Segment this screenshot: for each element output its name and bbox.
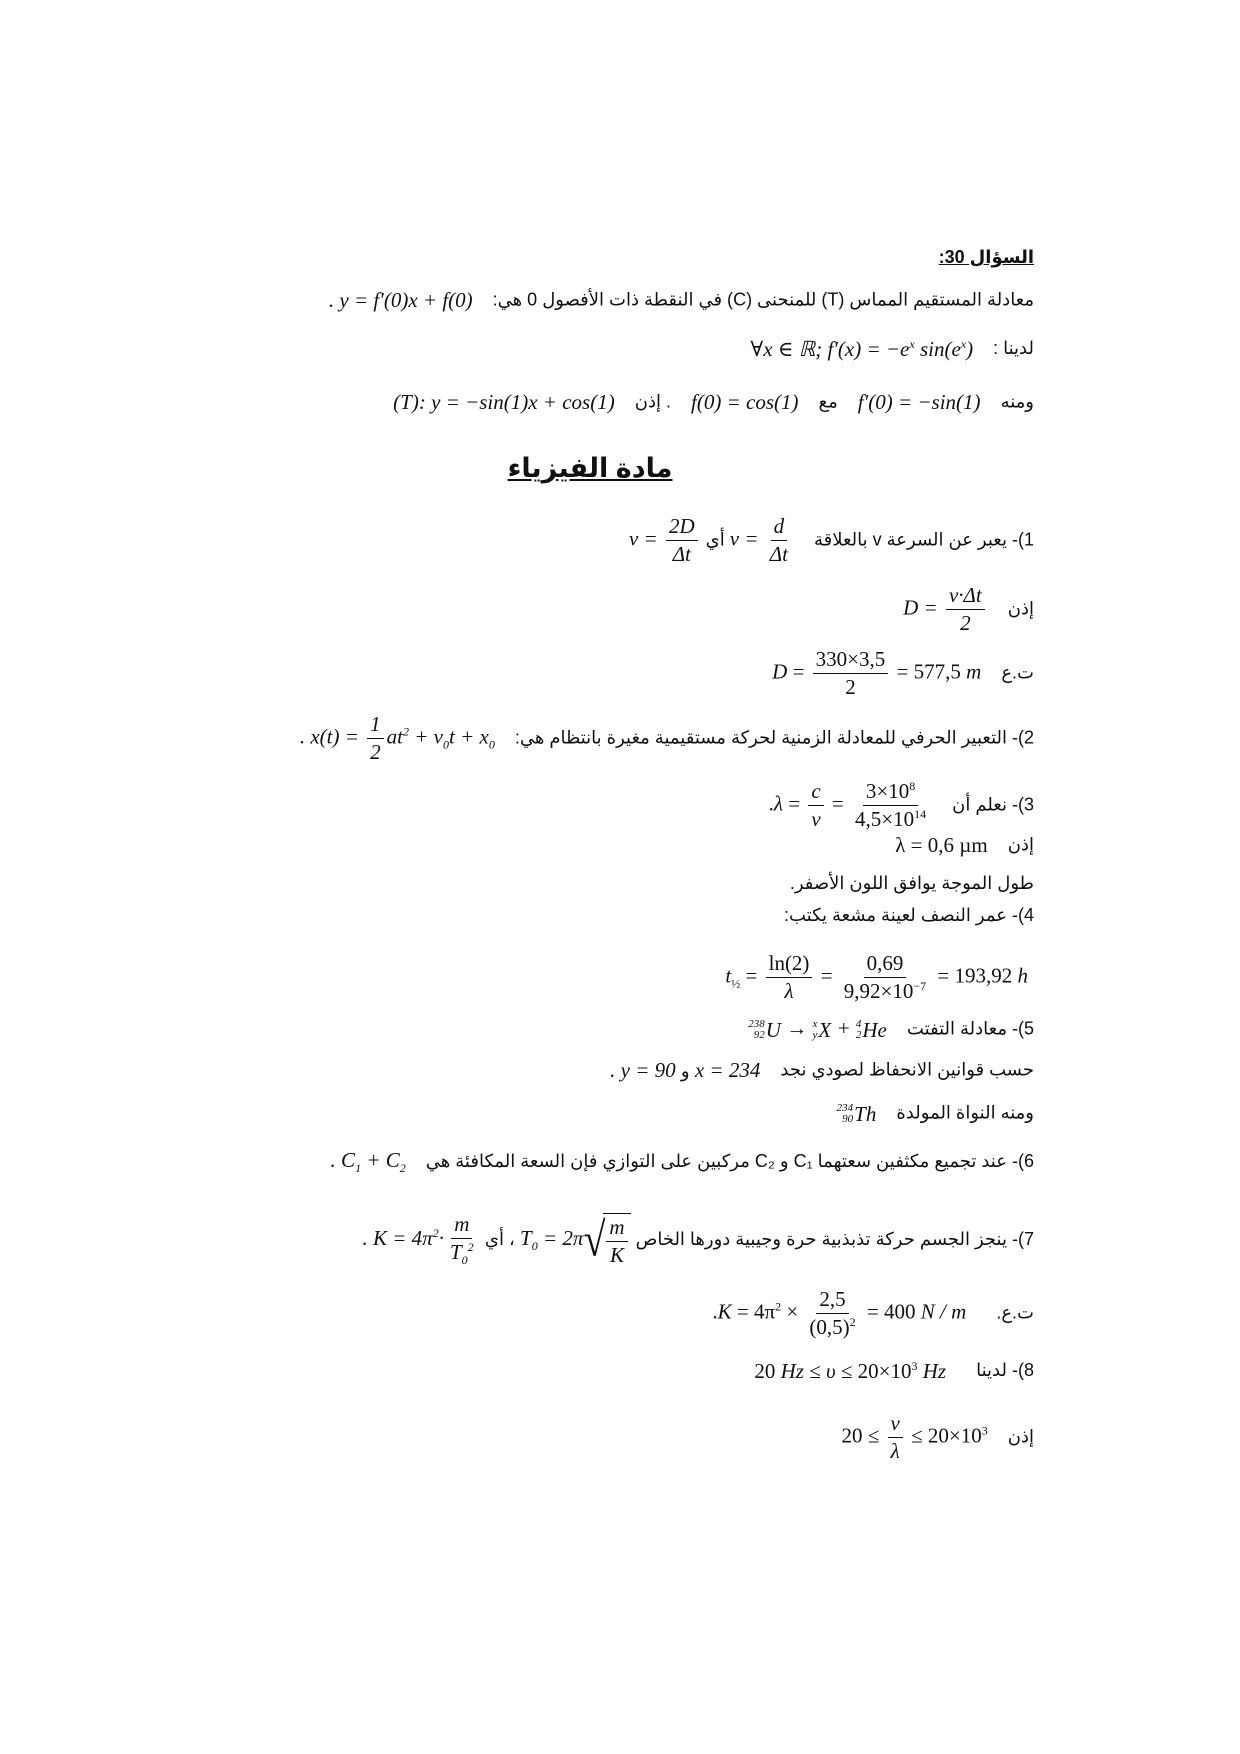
physics-q2: 2)- التعبير الحرفي للمعادلة الزمنية لحركة مستقيمية مغيرة بانتظام هي: . x(t) = $\frac{1}{2}$ $at^2 + v_0t + x_0$ [299,712,1034,765]
physics-q5: 5)- معادلة التفتت 238 92 U → x y X + 4 2 He [748,1016,1034,1042]
velocity-formula-2d: v = $\frac{2D}{\Delta t}$ [629,515,701,566]
derivative-formula: ∀x ∈ ℝ; $f'(x) = -e^x$ $\sin(e^x)$ [750,337,974,361]
period-formula: . $K = 4\pi^2\cdot$ $\frac{m}{T_0^2}$ أي ، $T_0 = 2\pi$ √ $\frac{m}{K}$ [363,1213,631,1267]
section-title: مادة الفيزياء [507,453,673,483]
physics-q7-application: ت.ع. $.K = 4\pi^2$ × $\frac{2,5}{(0,5)^2}$ = 400 N / m [712,1287,1034,1340]
conservation-values: . y = 90 و x = 234 [610,1058,761,1082]
physics-q5-product: ومنه النواة المولدة 234 90 Th [836,1101,1034,1126]
physics-q3-note: طول الموجة يوافق اللون الأصفر. [789,873,1034,893]
physics-q7: 7)- ينجز الجسم حركة تذبذبية حرة وجيبية دورها الخاص . $K = 4\pi^2\cdot$ $\frac{m}{T_0^2}$ أي ، $T_0 = 2\pi$ √ $\frac{m}{K}$ [362,1212,1034,1268]
wavelength-result: λ = 0,6 µm [895,833,988,857]
frequency-range: 20 $Hz \le \upsilon \le 20\times 10^3$ Hz [754,1359,947,1383]
tangent-result-line: ومنه f′(0) = −sin(1) مع f(0) = cos(1) . إذن (T): y = −sin(1)x + cos(1) [393,390,1034,414]
physics-q4-formula-line [725,952,1028,1003]
tangent-equation-line: معادلة المستقيم المماس (T) للمنحنى (C) في النقطة ذات الأفصول 0 هي: . y = f′(0)x + f(0) [328,288,1034,312]
stiffness-numeric: $.K = 4\pi^2$ × $\frac{2,5}{(0,5)^2}$ = 400 N / m [712,1287,967,1340]
physics-q1-distance: إذن D = $\frac{v\cdot\Delta t}{2}$ [903,583,1034,636]
physics-q5-laws: حسب قوانين الانحفاظ لصودي نجد . y = 90 و x = 234 [610,1058,1034,1082]
physics-q1: 1)- يعبر عن السرعة v بالعلاقة v = $\frac{d}{\Delta t}$ أي v = $\frac{2D}{\Delta t}$ [628,514,1034,567]
tangent-formula: . y = f′(0)x + f(0) [328,288,473,312]
physics-q3: 3)- نعلم أن .λ = $\frac{c}{v}$ = $\frac{3\times 10^8}{4,5\times 10^{14}}$ [768,779,1034,832]
physics-q8: 8)- لدينا 20 $Hz \le \upsilon \le 20\times 10^3$ Hz [754,1359,1034,1383]
question-title: السؤال 30: [938,247,1034,267]
physics-q3-result: إذن λ = 0,6 µm [895,833,1034,857]
half-life-formula: $t_{\frac{1}{2}}$ = $\frac{\ln(2)}{\lambda}$ = $\frac{0,69}{9,92\times 10^{-7}}$ = 193,92 h [725,951,1028,1004]
derivative-line: لدينا : ∀x ∈ ℝ; $f'(x) = -e^x$ $\sin(e^x)$ [750,337,1034,361]
velocity-formula: v = $\frac{d}{\Delta t}$ [729,514,788,567]
wavelength-formula: .λ = $\frac{c}{v}$ = $\frac{3\times 10^8}{4,5\times 10^{14}}$ [768,779,927,832]
distance-numeric: D = $\frac{330\times 3,5}{2}$ = 577,5 m [772,647,982,700]
capacitance-sum: . $C_1 + C_2$ [330,1148,406,1176]
physics-q1-application: ت.ع D = $\frac{330\times 3,5}{2}$ = 577,5 m [772,647,1034,700]
kinematics-formula: . x(t) = $\frac{1}{2}$ $at^2 + v_0t + x_0$ [299,712,495,765]
physics-q6: 6)- عند تجميع مكثفين سعتهما C₁ و C₂ مركبين على التوازي فإن السعة المكافئة هي . $C_1 + C_2$ [330,1148,1034,1176]
physics-q8-result: إذن 20 ≤ $\frac{v}{\lambda}$ ≤ $20\times 10^3$ [841,1411,1034,1464]
wavelength-range: 20 ≤ $\frac{v}{\lambda}$ ≤ $20\times 10^3$ [841,1411,988,1464]
thorium-nucleus: 234 90 Th [836,1101,877,1126]
decay-equation: 238 92 U → x y X + 4 2 He [748,1016,887,1042]
physics-q4: 4)- عمر النصف لعينة مشعة يكتب: [783,905,1034,925]
distance-formula: D = $\frac{v\cdot\Delta t}{2}$ [903,584,988,635]
